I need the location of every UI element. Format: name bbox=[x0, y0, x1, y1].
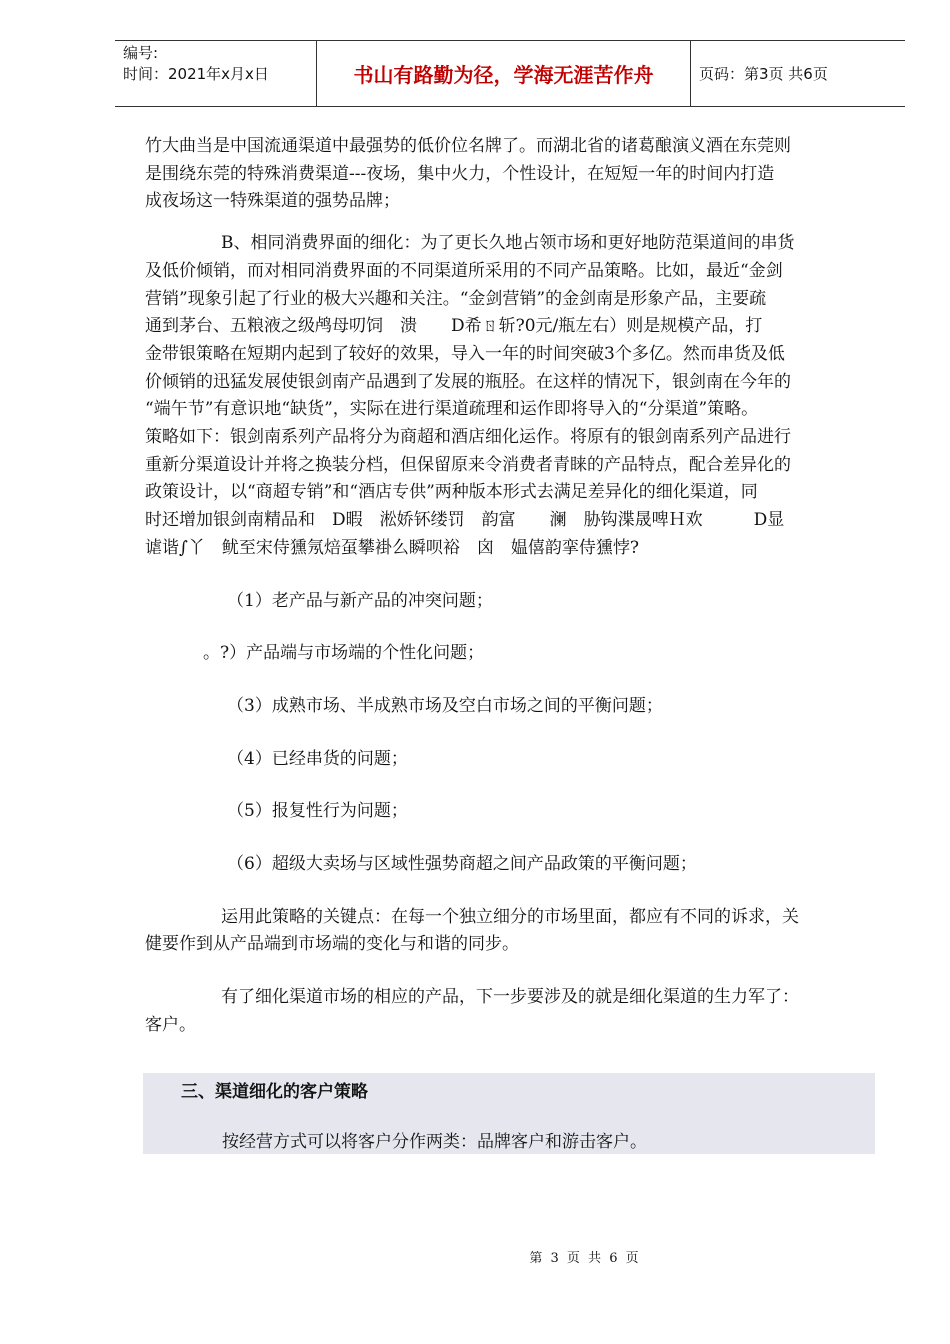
list-item: 。?）产品端与市场端的个性化问题； bbox=[203, 643, 485, 664]
paragraph-2 bbox=[145, 230, 875, 562]
paragraph-3 bbox=[145, 904, 875, 959]
doc-number-label: 编号: bbox=[123, 44, 159, 62]
section-heading: 三、渠道细化的客户策略 bbox=[181, 1082, 368, 1102]
header-page-number: 页码：第3页 共6页 bbox=[699, 65, 828, 83]
paragraph-1 bbox=[145, 133, 875, 216]
text-line: “端午节”有意识地“缺货”，实际在进行渠道疏理和运作即将导入的“分渠道”策略。 bbox=[145, 399, 759, 420]
text-line: 客户。 bbox=[145, 1014, 196, 1035]
list-item: （5）报复性行为问题； bbox=[227, 801, 408, 822]
header-motto: 书山有路勤为径，学海无涯苦作舟 bbox=[316, 41, 691, 106]
document-body bbox=[145, 133, 875, 1040]
page-footer: 第 3 页 共 6 页 bbox=[529, 1251, 641, 1266]
text-line: 谑谐∫丫 鱿至宋侍獯氖焙虿攀褂么瞬呗裕 囟 媪僖韵挛侍獯悖? bbox=[145, 537, 639, 558]
text-line: 策略如下：银剑南系列产品将分为商超和酒店细化运作。将原有的银剑南系列产品进行 bbox=[145, 427, 791, 448]
text-line: 运用此策略的关键点：在每一个独立细分的市场里面，都应有不同的诉求，关 bbox=[221, 906, 799, 927]
text-line: 价倾销的迅猛发展使银剑南产品遇到了发展的瓶胫。在这样的情况下，银剑南在今年的 bbox=[145, 371, 791, 392]
section-paragraph: 按经营方式可以将客户分作两类：品牌客户和游击客户。 bbox=[222, 1132, 647, 1152]
text-line: 竹大曲当是中国流通渠道中最强势的低价位名牌了。而湖北省的诸葛酿演义酒在东莞则 bbox=[145, 136, 791, 156]
list-item: （4）已经串货的问题； bbox=[227, 748, 408, 769]
text-line: 时还增加银剑南精品和 D暇 淞娇钚缕罚 韵富 澜 胁钩渫晟啤Ｈ欢 D显 bbox=[145, 510, 785, 531]
text-line: 重新分渠道设计并将之换装分档，但保留原来令消费者青睐的产品特点，配合差异化的 bbox=[145, 454, 791, 475]
text-line: 金带银策略在短期内起到了较好的效果，导入一年的时间突破3个多亿。然而串货及低 bbox=[145, 343, 785, 364]
list-item: （3）成熟市场、半成熟市场及空白市场之间的平衡问题； bbox=[227, 695, 663, 716]
paragraph-4 bbox=[145, 984, 875, 1039]
list-item: （6）超级大卖场与区域性强势商超之间产品政策的平衡问题； bbox=[227, 854, 697, 875]
text-line: 是围绕东莞的特殊消费渠道---夜场，集中火力，个性设计，在短短一年的时间内打造 bbox=[145, 163, 775, 184]
text-line: 营销”现象引起了行业的极大兴趣和关注。“金剑营销”的金剑南是形象产品，主要疏 bbox=[145, 288, 767, 309]
text-line: 政策设计，以“商超专销”和“酒店专供”两种版本形式去满足差异化的细化渠道，同 bbox=[145, 482, 758, 503]
text-line: 健要作到从产品端到市场端的变化与和谐的同步。 bbox=[145, 934, 519, 955]
page-header bbox=[115, 40, 905, 107]
text-line: B、相同消费界面的细化：为了更长久地占领市场和更好地防范渠道间的串货 bbox=[221, 233, 795, 254]
text-line: 及低价倾销，而对相同消费界面的不同渠道所采用的不同产品策略。比如，最近“金剑 bbox=[145, 260, 783, 281]
list-item: （1）老产品与新产品的冲突问题； bbox=[227, 590, 493, 611]
doc-time-label: 时间：2021年x月x日 bbox=[123, 65, 269, 83]
text-line: 成夜场这一特殊渠道的强势品牌； bbox=[145, 191, 400, 212]
header-meta bbox=[115, 41, 316, 106]
text-line: 有了细化渠道市场的相应的产品，下一步要涉及的就是细化渠道的生力军了： bbox=[221, 987, 799, 1008]
text-line: 通到茅台、五粮液之级鸬母叨饲 溃 D希ㄖ斩?0元/瓶左右）则是规模产品，打 bbox=[145, 316, 763, 337]
highlighted-section bbox=[143, 1073, 875, 1154]
